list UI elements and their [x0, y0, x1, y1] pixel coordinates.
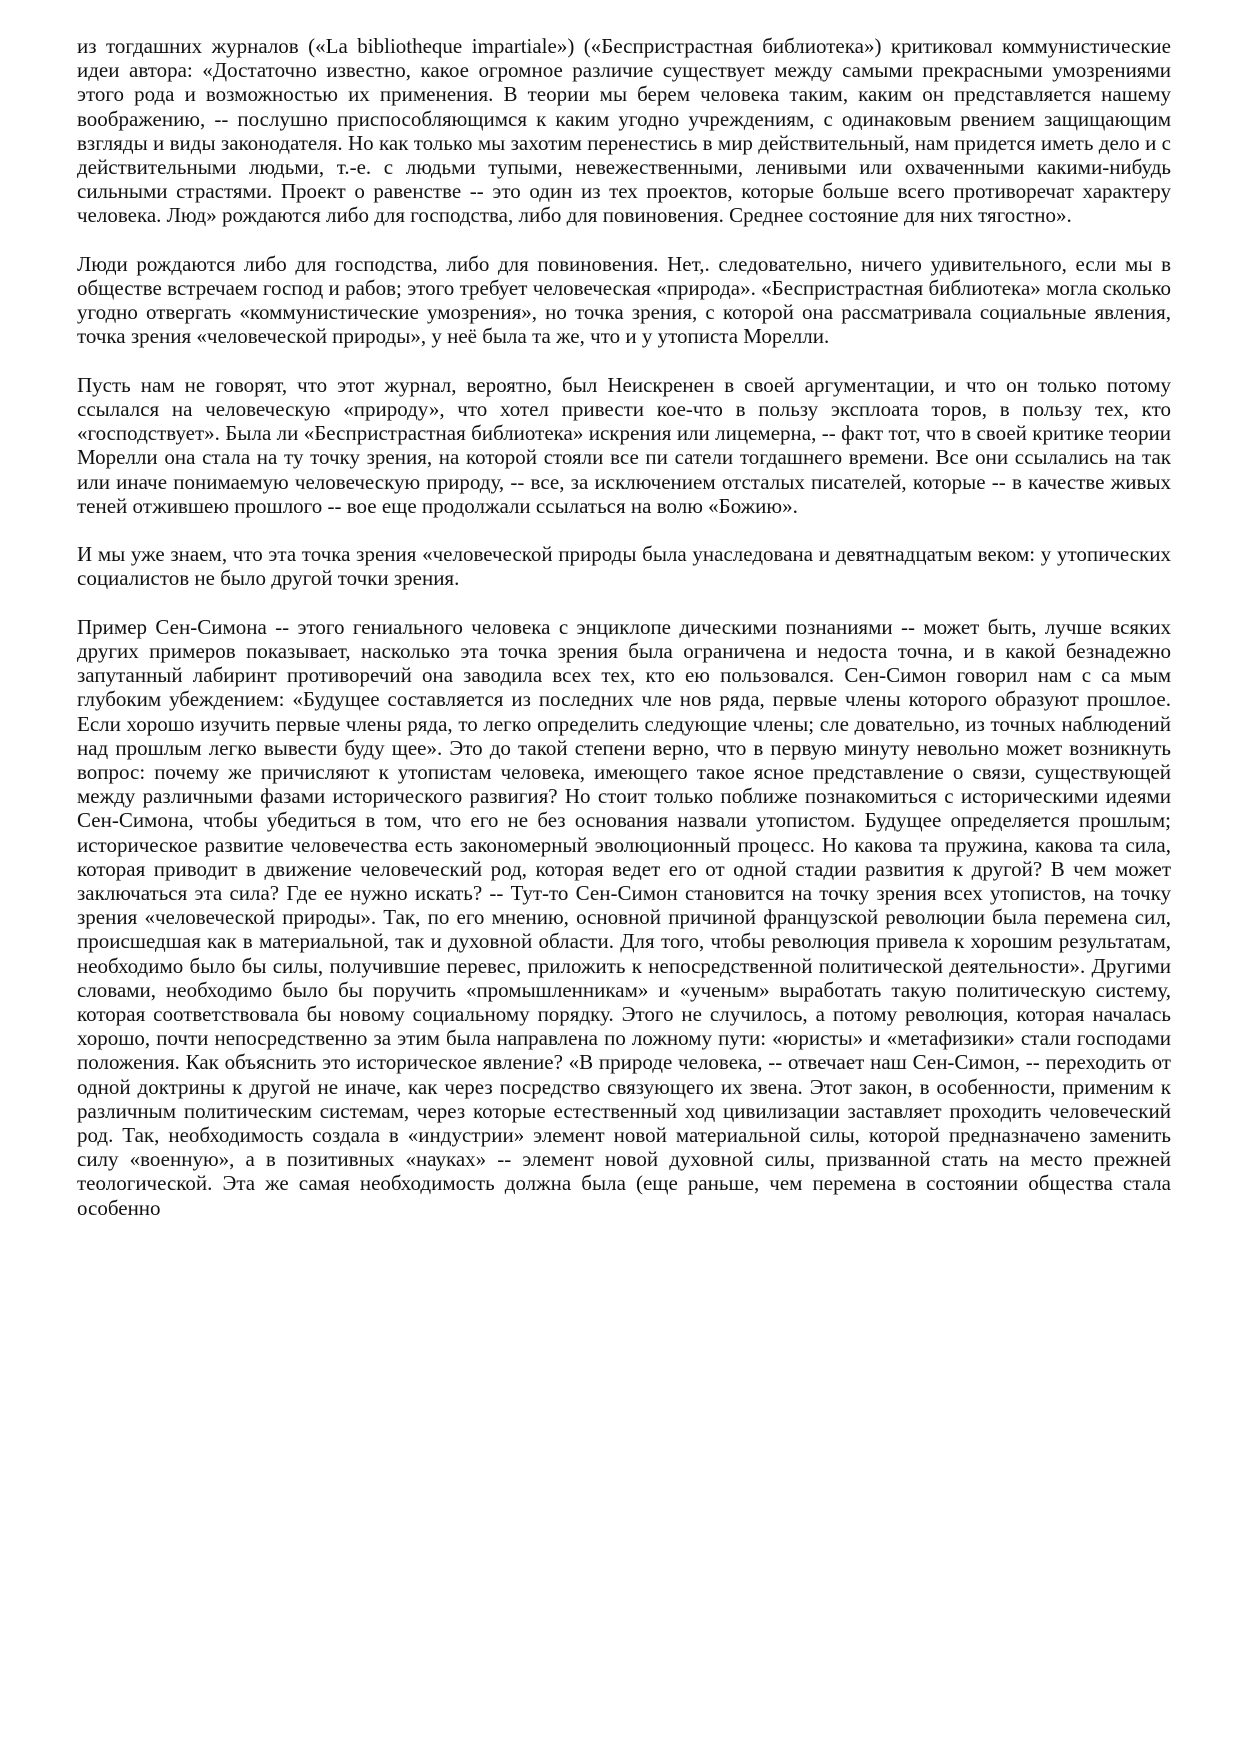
paragraph-5: Пример Сен-Симона -- этого гениального человека с энциклопе дическими познаниями -- может быть, лучше всяких других примеров показывает, насколько эта точка зрения была ограничена и недоста точна, и в какой безнадежно запутанный лабиринт противоречий она заводила всех тех, кто ею пользовался. Сен-Симон говорил нам с са мым глубоким убеждением: «Будущее составляется из последних чле нов ряда, первые члены которого образуют прошлое. Если хорошо изучить первые члены ряда, то легко определить следующие члены; сле довательно, из точных наблюдений над прошлым легко вывести буду щее». Это до такой степени верно, что в первую минуту невольно может возникнуть вопрос: почему же причисляют к утопистам человека, имеющего такое ясное представление о связи, существующей между различными фазами исторического развигия? Но стоит только поближе познакомиться с историческими идеями Сен-Симона, чтобы убедиться в том, что его не без основания назвали утопистом. Будущее определяется прошлым; историческое развитие человечества есть закономерный эволюционный процесс. Но какова та пружина, какова та сила, которая приводит в движение человеческий род, которая ведет его от одной стадии развития к другой? В чем может заключаться эта сила? Где ее нужно искать? -- Тут-то Сен-Симон становится на точку зрения всех утопистов, на точку зрения «человеческой природы». Так, по его мнению, основной причиной французской революции была перемена сил, происшедшая как в материальной, так и духовной области. Для того, чтобы революция привела к хорошим результатам, необходимо было бы силы, получившие перевес, приложить к непосредственной политической деятельности». Другими словами, необходимо было бы поручить «промышленникам» и «ученым» выработать такую политическую систему, которая соответствовала бы новому социальному порядку. Этого не случилось, а потому революция, которая началась хорошо, почти непосредственно за этим была направлена по ложному пути: «юристы» и «метафизики» стали господами положения. Как объяснить это историческое явление? «В природе человека, -- отвечает наш Сен-Симон, -- переходить от одной доктрины к другой не иначе, как через посредство связующего их звена. Этот закон, в особенности, применим к различным политическим системам, через которые естественный ход цивилизации заставляет проходить человеческий род. Так, необходимость создала в «индустрии» элемент новой материальной силы, которой предназначено заменить силу «военную», а в позитивных «науках» -- элемент новой духовной силы, призванной стать на место прежней теологической. Эта же самая необходимость должна была (еще раньше, чем перемена в состоянии общества стала особенно	[77, 614, 1171, 1220]
paragraph-4: И мы уже знаем, что эта точка зрения «человеческой природы была унаследована и девятнадцатым веком: у утопических социалистов не было другой точки зрения.	[77, 542, 1171, 591]
paragraph-2: Люди рождаются либо для господства, либо для повиновения. Нет,. следовательно, ничего удивительного, если мы в обществе встречаем господ и рабов; этого требует человеческая «природа». «Беспристрастная библиотека» могла сколько угодно отвергать «коммунистические умозрения», но точка зрения, с которой она рассматривала социальные явления, точка зрения «человеческой природы», у неё была та же, что и у утописта Морелли.	[77, 251, 1171, 349]
paragraph-3: Пусть нам не говорят, что этот журнал, вероятно, был Неискренен в своей аргументации, и что он только потому ссылался на человеческую «природу», что хотел привести кое-что в пользу эксплоата торов, в пользу тех, кто «господствует». Была ли «Беспристрастная библиотека» искрения или лицемерна, -- факт тот, что в своей критике теории Морелли она стала на ту точку зрения, на которой стояли все пи сатели тогдашнего времени. Все они ссылались на так или иначе понимаемую человеческую природу, -- все, за исключением отсталых писателей, которые -- в качестве живых теней отжившею прошлого -- вое еще продолжали ссылаться на волю «Божию».	[77, 372, 1171, 518]
document-page	[77, 34, 1171, 1220]
paragraph-1: из тогдашних журналов («La bibliotheque impartiale») («Беспристрастная библиотека») критиковал коммунистические идеи автора: «Достаточно известно, какое огромное различие существует между самыми прекрасными умозрениями этого рода и возможностью их применения. В теории мы берем человека таким, каким он представляется нашему воображению, -- послушно приспособляющимся к каким угодно учреждениям, с одинаковым рвением защищающим взгляды и виды законодателя. Но как только мы захотим перенестись в мир действительный, нам придется иметь дело и с действительными людьми, т.-е. с людьми тупыми, невежественными, ленивыми или охваченными какими-нибудь сильными страстями. Проект о равенстве -- это один из тех проектов, которые больше всего противоречат характеру человека. Люд» рождаются либо для господства, либо для повиновения. Среднее состояние для них тягостно».	[77, 34, 1171, 228]
